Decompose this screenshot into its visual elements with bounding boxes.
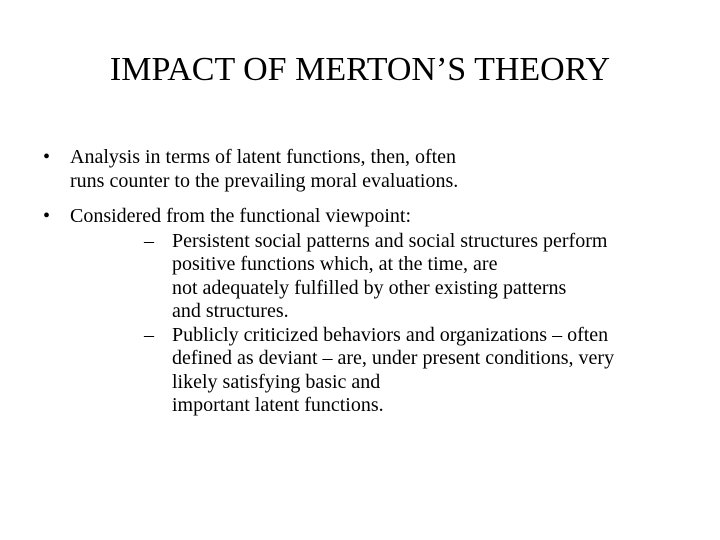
sub-bullet-item-persistent-patterns xyxy=(70,230,720,324)
dash-marker-icon: – xyxy=(144,229,154,252)
dash-marker-icon: – xyxy=(144,323,154,346)
bullet-item-latent-functions xyxy=(0,146,720,193)
sub-bullet-text-line: positive functions which, at the time, are xyxy=(172,253,498,275)
sub-bullet-list xyxy=(70,230,720,418)
bullet-text-line: Considered from the functional viewpoint: xyxy=(70,205,412,227)
slide-content xyxy=(0,146,720,430)
bullet-text-line: Analysis in terms of latent functions, then, often xyxy=(70,146,457,168)
bullet-marker-icon: • xyxy=(43,205,51,227)
bullet-marker-icon: • xyxy=(43,146,51,168)
slide-title: IMPACT OF MERTON’S THEORY xyxy=(109,51,611,88)
bullet-item-functional-viewpoint xyxy=(0,205,720,418)
sub-bullet-text-line: not adequately fulfilled by other existing patterns xyxy=(172,276,567,299)
bullet-text-line: runs counter to the prevailing moral evaluations. xyxy=(70,169,459,192)
sub-bullet-text-line: defined as deviant – are, under present conditions, very xyxy=(172,347,615,369)
sub-bullet-text-line: important latent functions. xyxy=(172,394,384,416)
sub-bullet-text-line: Persistent social patterns and social structures perform xyxy=(172,229,608,252)
sub-bullet-text-line: and structures. xyxy=(172,300,289,322)
sub-bullet-item-criticized-behaviors xyxy=(70,324,720,418)
sub-bullet-text-line: likely satisfying basic and xyxy=(172,370,381,393)
sub-bullet-text-line: Publicly criticized behaviors and organizations – often xyxy=(172,323,609,346)
